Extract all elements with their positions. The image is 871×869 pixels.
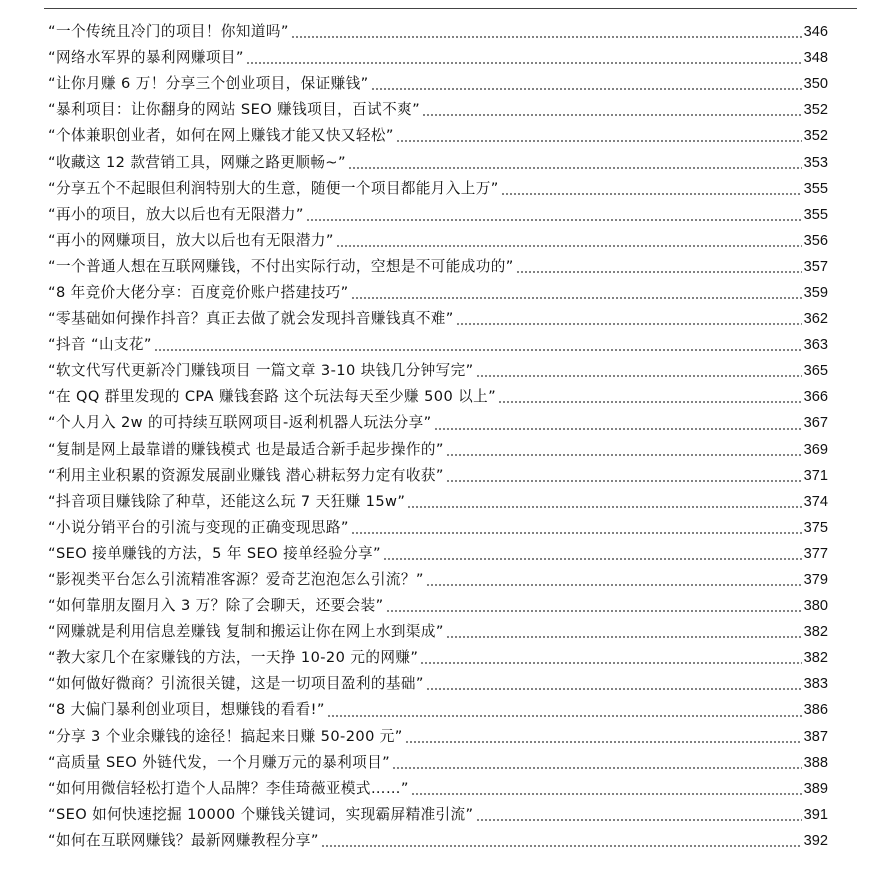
toc-entry[interactable]	[48, 645, 828, 671]
toc-entry[interactable]	[48, 828, 828, 854]
toc-entry-title: “网赚就是利用信息差赚钱 复制和搬运让你在网上水到渠成”	[48, 623, 444, 641]
toc-dot-leader	[392, 767, 802, 769]
toc-dot-leader	[426, 584, 802, 586]
toc-entry[interactable]	[48, 593, 828, 619]
toc-dot-leader	[348, 167, 802, 169]
toc-entry-page-number: 359	[803, 284, 828, 301]
toc-entry-title: “影视类平台怎么引流精准客源？爱奇艺泡泡怎么引流？”	[48, 571, 424, 589]
toc-entry-page-number: 386	[803, 702, 828, 719]
toc-entry-title: “让你月赚 6 万！分享三个创业项目，保证赚钱”	[48, 75, 369, 93]
toc-entry-page-number: 352	[803, 102, 828, 119]
toc-entry-title: “分享五个不起眼但利润特别大的生意，随便一个项目都能月入上万”	[48, 179, 499, 197]
toc-entry[interactable]	[48, 437, 828, 463]
toc-entry-page-number: 391	[803, 806, 828, 823]
toc-entry-page-number: 369	[803, 441, 828, 458]
toc-dot-leader	[456, 323, 802, 325]
toc-dot-leader	[446, 636, 802, 638]
toc-entry[interactable]	[48, 802, 828, 828]
toc-entry[interactable]	[48, 149, 828, 175]
toc-entry-page-number: 346	[803, 24, 828, 41]
toc-entry-title: “个人月入 2w 的可持续互联网项目-返利机器人玩法分享”	[48, 414, 432, 432]
toc-entry[interactable]	[48, 306, 828, 332]
toc-entry-title: “复制是网上最靠谱的赚钱模式 也是最适合新手起步操作的”	[48, 440, 444, 458]
toc-dot-leader	[386, 610, 802, 612]
header-rule	[44, 8, 857, 9]
toc-entry-page-number: 377	[803, 545, 828, 562]
toc-dot-leader	[306, 219, 802, 221]
toc-entry-title: “个体兼职创业者，如何在网上赚钱才能又快又轻松”	[48, 127, 394, 145]
toc-dot-leader	[501, 193, 802, 195]
toc-entry-title: “再小的项目，放大以后也有无限潜力”	[48, 205, 304, 223]
toc-entry-page-number: 392	[803, 832, 828, 849]
toc-entry-title: “8 大偏门暴利创业项目，想赚钱的看看!”	[48, 701, 325, 719]
toc-dot-leader	[351, 532, 802, 534]
toc-dot-leader	[383, 558, 802, 560]
toc-entry-page-number: 356	[803, 232, 828, 249]
toc-entry-title: “高质量 SEO 外链代发，一个月赚万元的暴利项目”	[48, 753, 391, 771]
toc-dot-leader	[434, 428, 802, 430]
toc-entry-title: “如何靠朋友圈月入 3 万？除了会聊天，还要会装”	[48, 597, 384, 615]
toc-entry-title: “抖音 “山支花”	[48, 336, 152, 354]
toc-entry-title: “教大家几个在家赚钱的方法，一天挣 10-20 元的网赚”	[48, 649, 419, 667]
toc-entry[interactable]	[48, 280, 828, 306]
toc-entry-page-number: 350	[803, 76, 828, 93]
toc-entry-title: “小说分销平台的引流与变现的正确变现思路”	[48, 518, 349, 536]
toc-entry-title: “SEO 如何快速挖掘 10000 个赚钱关键词，实现霸屏精准引流”	[48, 805, 474, 823]
toc-dot-leader	[246, 62, 802, 64]
toc-entry[interactable]	[48, 71, 828, 97]
toc-entry[interactable]	[48, 671, 828, 697]
toc-entry[interactable]	[48, 19, 828, 45]
toc-entry[interactable]	[48, 358, 828, 384]
toc-entry-page-number: 382	[803, 624, 828, 641]
toc-entry-title: “一个传统且冷门的项目！你知道吗”	[48, 23, 289, 41]
toc-entry[interactable]	[48, 332, 828, 358]
toc-entry-page-number: 374	[803, 493, 828, 510]
toc-entry[interactable]	[48, 619, 828, 645]
toc-entry-page-number: 389	[803, 780, 828, 797]
toc-entry-page-number: 353	[803, 154, 828, 171]
toc-entry-title: “网络水军界的暴利网赚项目”	[48, 49, 244, 67]
toc-entry-page-number: 357	[803, 258, 828, 275]
toc-entry-page-number: 379	[803, 572, 828, 589]
toc-entry[interactable]	[48, 697, 828, 723]
toc-dot-leader	[371, 88, 802, 90]
toc-entry[interactable]	[48, 45, 828, 71]
toc-entry-page-number: 355	[803, 180, 828, 197]
toc-entry[interactable]	[48, 202, 828, 228]
toc-entry-title: “零基础如何操作抖音？真正去做了就会发现抖音赚钱真不难”	[48, 310, 454, 328]
toc-entry-title: “软文代写代更新冷门赚钱项目 一篇文章 3-10 块钱几分钟写完”	[48, 362, 474, 380]
toc-entry-page-number: 352	[803, 128, 828, 145]
toc-entry[interactable]	[48, 724, 828, 750]
toc-entry-page-number: 367	[803, 415, 828, 432]
toc-entry-page-number: 380	[803, 598, 828, 615]
toc-entry[interactable]	[48, 384, 828, 410]
toc-entry-title: “SEO 接单赚钱的方法，5 年 SEO 接单经验分享”	[48, 544, 382, 562]
toc-entry[interactable]	[48, 750, 828, 776]
toc-dot-leader	[420, 662, 801, 664]
toc-entry-title: “分享 3 个业余赚钱的途径！搞起来日赚 50-200 元”	[48, 727, 403, 745]
toc-entry-title: “收藏这 12 款营销工具，网赚之路更顺畅~”	[48, 153, 346, 171]
toc-entry[interactable]	[48, 489, 828, 515]
toc-dot-leader	[154, 349, 802, 351]
toc-entry-page-number: 355	[803, 206, 828, 223]
toc-dot-leader	[336, 245, 802, 247]
toc-entry[interactable]	[48, 123, 828, 149]
toc-entry[interactable]	[48, 515, 828, 541]
toc-entry-title: “暴利项目：让你翻身的网站 SEO 赚钱项目，百试不爽”	[48, 101, 421, 119]
toc-entry[interactable]	[48, 97, 828, 123]
toc-entry-page-number: 366	[803, 389, 828, 406]
toc-dot-leader	[407, 506, 801, 508]
toc-entry[interactable]	[48, 567, 828, 593]
toc-dot-leader	[321, 845, 802, 847]
toc-dot-leader	[351, 297, 802, 299]
toc-entry-title: “利用主业积累的资源发展副业赚钱 潜心耕耘努力定有收获”	[48, 466, 444, 484]
toc-entry-title: “如何用微信轻松打造个人品牌？李佳琦薇亚模式……”	[48, 779, 409, 797]
toc-entry-page-number: 388	[803, 754, 828, 771]
toc-dot-leader	[327, 715, 802, 717]
table-of-contents	[48, 19, 828, 854]
toc-entry-page-number: 382	[803, 650, 828, 667]
toc-entry-page-number: 383	[803, 676, 828, 693]
toc-dot-leader	[411, 793, 802, 795]
toc-entry-page-number: 348	[803, 50, 828, 67]
toc-dot-leader	[516, 271, 802, 273]
toc-entry-page-number: 362	[803, 311, 828, 328]
toc-dot-leader	[426, 688, 802, 690]
toc-entry-title: “再小的网赚项目，放大以后也有无限潜力”	[48, 231, 334, 249]
toc-entry-title: “抖音项目赚钱除了种草，还能这么玩 7 天狂赚 15w”	[48, 492, 406, 510]
toc-entry[interactable]	[48, 463, 828, 489]
toc-dot-leader	[446, 454, 802, 456]
toc-dot-leader	[291, 36, 802, 38]
toc-entry-page-number: 387	[803, 728, 828, 745]
toc-entry-title: “一个普通人想在互联网赚钱，不付出实际行动，空想是不可能成功的”	[48, 257, 514, 275]
toc-entry-page-number: 365	[803, 363, 828, 380]
toc-entry-title: “如何做好微商？引流很关键，这是一切项目盈利的基础”	[48, 675, 424, 693]
toc-dot-leader	[422, 114, 802, 116]
toc-entry-title: “在 QQ 群里发现的 CPA 赚钱套路 这个玩法每天至少赚 500 以上”	[48, 388, 497, 406]
toc-dot-leader	[476, 819, 802, 821]
toc-entry[interactable]	[48, 228, 828, 254]
toc-entry-page-number: 375	[803, 519, 828, 536]
toc-entry[interactable]	[48, 410, 828, 436]
toc-entry[interactable]	[48, 776, 828, 802]
toc-dot-leader	[498, 401, 802, 403]
toc-entry[interactable]	[48, 541, 828, 567]
toc-entry-title: “如何在互联网赚钱？最新网赚教程分享”	[48, 831, 319, 849]
toc-entry-title: “8 年竞价大佬分享：百度竞价账户搭建技巧”	[48, 283, 349, 301]
toc-dot-leader	[476, 375, 802, 377]
toc-dot-leader	[405, 741, 802, 743]
toc-dot-leader	[446, 480, 802, 482]
toc-entry-page-number: 363	[803, 337, 828, 354]
toc-entry-page-number: 371	[803, 467, 828, 484]
toc-entry[interactable]	[48, 176, 828, 202]
toc-entry[interactable]	[48, 254, 828, 280]
toc-dot-leader	[396, 140, 802, 142]
